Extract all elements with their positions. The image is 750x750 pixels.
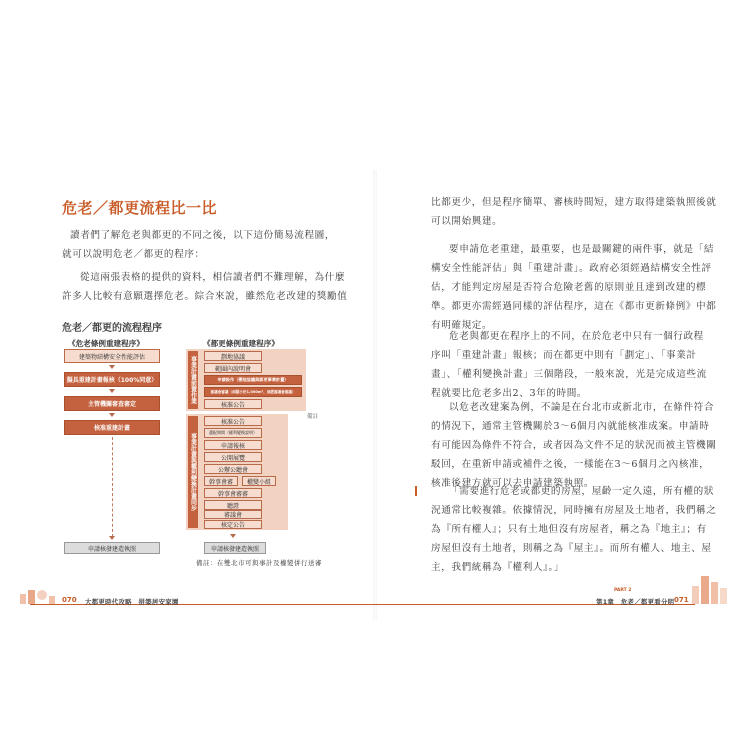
urban-upper-step-3: 申請設作（變地協議與都更事業計畫） [204,375,302,385]
stage-2-label: 事業計畫與權利變換計畫同步 [188,416,198,528]
urban-lower-step-1: 核准公告 [204,416,262,426]
right-paragraph-4: 以危老改建案為例，不論是在台北市或新北市，在條件符合 的情況下，通常主管機關於3～6個月內就能核准成案。申請時 有可能因為條件不符合，或者因為文件不足的狀況而被主管機關 駁回，在重新申請或補件之後，一樣能在3～6個月之內核准， 核准後建方就可以去申請建築執照。 [431,402,717,489]
arrow-icon [109,365,115,369]
flow-note-label: 備註 [307,414,319,420]
footer-rule-left [30,604,375,605]
page-number-left: 070 [62,596,77,604]
city-skyline-icon [690,572,730,604]
flow-footnote: 備註：在雙北市可與事計及權變併行送審 [196,559,322,567]
urban-end: 申請核發建造執照 [204,542,266,554]
urban-more-step-4: 核定公告 [204,520,262,529]
urban-upper-step-4: 審議會審議（面積小於1,000m²、須經審議會審議） [204,387,302,397]
arrow-icon [109,389,115,393]
arrow-icon [109,413,115,417]
second-paragraph: 從這兩張表格的提供的資料，相信讀者們不難理解，為什麼 許多人比較有意願選擇危老。綜合來說，雖然危老改建的獎勵值 [62,272,348,302]
urban-more-step-1: 幹事會審審 [204,488,262,498]
urban-lower-step-2: 選配期間（權利變換說明） [204,428,262,438]
danger-flow-title: 《危老條例重建程序》 [68,339,144,348]
quote-marker [415,486,417,496]
urban-side-right: 權變小組 [242,476,276,486]
urban-upper-step-5: 核准公告 [204,399,262,409]
arrow-icon [230,534,236,538]
urban-upper-step-1: 劃地協議 [204,351,262,361]
right-quote-paragraph: 「需要進行危老或都更的房屋，屋齡一定久遠，所有權的狀 況通常比較複雜。依據情況，同時擁有房屋及土地者，我們稱之 為『所有權人』；只有土地但沒有房屋者，稱之為『地主』；有 房屋但沒有土地者，則稱之為『屋主』。而所有權人、地主、屋 主，我們統稱為『權利人』。」 [431,486,717,573]
city-skyline-icon [18,586,58,604]
danger-step-2: 擬具重建計畫報核（100%同意） [64,372,160,387]
danger-step-4: 核准重建計畫 [64,420,160,435]
part-label: PART 2 [614,588,632,593]
flow-heading: 危老／都更的流程程序 [62,323,162,334]
danger-step-3: 主管機關審查審定 [64,396,160,411]
urban-flow-title: 《都更條例重建程序》 [203,339,279,348]
running-head-right: 第1章 危老／都更看分明 [596,598,675,606]
section-title: 危老／都更流程比一比 [62,199,218,217]
urban-more-step-2: 聽證 [204,500,262,510]
urban-lower-step-5: 公辦公聽會 [204,464,262,474]
right-paragraph-3: 危老與都更在程序上的不同，在於危老中只有一個行政程 序叫「重建計畫」報核；而在都更中則有「劃定」、「事業計 畫」、「權利變換計畫」三個階段，一般來說，光是完成這些流 程就要比危老多出2、3年的時間。 [431,331,707,399]
dashed-connector [112,437,113,537]
urban-lower-step-3: 申請報核 [204,440,262,450]
page-number-right: 071 [674,596,689,604]
urban-side-left: 幹事會審 [204,476,238,486]
right-paragraph-2: 要申請危老重建，最重要，也是最關鍵的兩件事，就是「結 構安全性能評估」與「重建計畫」。政府必須經過結構安全性評 估，才能判定房屋是否符合危險老舊的原則並且達到改建的標 準。都更亦需經過同樣的評估程序，這在《都市更新條例》中都 有明確規定。 [431,244,717,331]
right-paragraph-1: 比都更少，但是程序簡單、審核時間短，建方取得建築執照後就 可以開始興建。 [431,197,717,227]
urban-more-step-3: 審議會 [204,510,262,519]
arrow-icon [109,536,115,540]
stage-1-label: 事業計畫前置作業 [188,351,198,409]
running-head-left: 大都更時代攻略 拼築居安家園 [85,598,179,606]
urban-upper-step-2: 範圍內說明會 [204,363,262,373]
danger-end: 申請核發建造執照 [64,542,160,554]
danger-step-1: 建築物結構安全性能評估 [64,349,160,363]
urban-lower-step-4: 公開展覽 [204,452,262,462]
intro-paragraph: 讀者們了解危老與都更的不同之後，以下這份簡易流程圖， 就可以說明危老／都更的程序： [62,230,336,260]
